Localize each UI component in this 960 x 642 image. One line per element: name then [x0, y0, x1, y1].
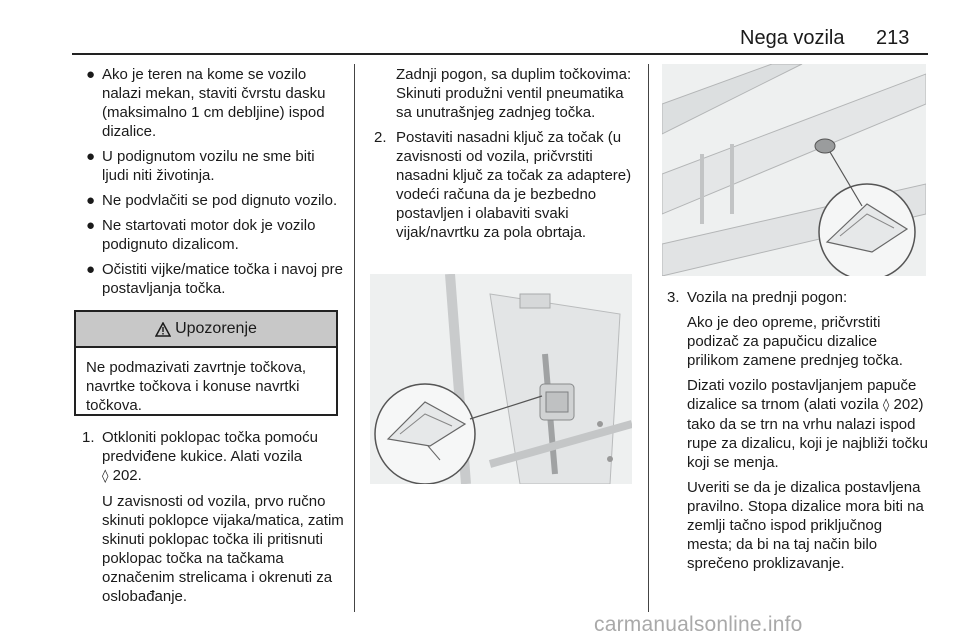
step-paragraph: Uveriti se da je dizalica postavljena pravilno. Stopa dizalice mora biti na zemlji tačno ispod priključnog mesta; da bi na taj način bilo sprečeno proklizavanje.	[687, 479, 924, 572]
bullet-icon: ●	[86, 217, 96, 234]
illustration-wheel-jack	[370, 274, 632, 484]
step-text: Vozila na prednji pogon:	[687, 289, 848, 306]
bullet-icon: ●	[86, 261, 96, 278]
watermark: carmanualsonline.info	[594, 613, 803, 636]
warning-title: Upozorenje	[175, 320, 257, 337]
warning-header	[76, 312, 336, 348]
list-item: ● Ne podvlačiti se pod dignuto vozilo.	[86, 192, 338, 209]
column-1	[82, 65, 344, 304]
step-1	[82, 428, 352, 606]
bullet-icon: ●	[86, 192, 96, 209]
step-paragraph: Ako je deo opreme, pričvrstiti podizač za papučicu dizalice prilikom zamene prednjeg točka.	[687, 314, 903, 369]
header-rule	[72, 53, 928, 55]
list-item: ● Očistiti vijke/matice točka i navoj pre postavljanja točka.	[86, 261, 343, 297]
warning-text: Ne podmazivati zavrtnje točkova, navrtke točkova i konuse navrtki točkova.	[86, 359, 307, 414]
bullet-icon: ●	[86, 66, 96, 83]
column-2	[372, 65, 634, 242]
wheel-jack-drawing	[370, 274, 632, 484]
bullet-icon: ●	[86, 148, 96, 165]
step-text: Otkloniti poklopac točka pomoću predviđene kukice. Alati vozila	[102, 429, 318, 465]
section-title: Nega vozila	[740, 27, 845, 49]
illustration-jack-position	[662, 64, 926, 276]
step-number: 2.	[374, 129, 387, 146]
reference-icon: ◊	[102, 469, 109, 484]
reference-page: 202.	[112, 467, 142, 484]
precautions-list	[82, 65, 344, 298]
page-number: 213	[876, 27, 910, 49]
warning-box	[74, 310, 338, 416]
page-header	[0, 0, 960, 60]
list-item: ● Ako je teren na kome se vozilo nalazi mekan, staviti čvrstu dasku (maksimalno 1 cm debljine) ispod dizalice.	[86, 66, 326, 140]
reference-icon: ◊	[882, 398, 890, 413]
step-continuation: Zadnji pogon, sa duplim točkovima: Skinuti produžni ventil pneumatika sa unutrašnjeg zadnjeg točka.	[396, 66, 632, 121]
list-item: ● Ne startovati motor dok je vozilo podignuto dizalicom.	[86, 217, 316, 253]
step-paragraph: Dizati vozilo postavljanjem papuče dizalice sa trnom (alati vozila ◊ 202) tako da se trn na vrhu nalazi ispod rupe za dizalicu, koji je najbliži točku koji se menja.	[687, 377, 928, 471]
column-3	[667, 288, 929, 573]
warning-triangle-icon	[155, 322, 171, 337]
step-number: 1.	[82, 429, 95, 446]
step-number: 3.	[667, 289, 680, 306]
step-paragraph: U zavisnosti od vozila, prvo ručno skinuti poklopce vijaka/matica, zatim skinuti poklopac točka ili pritisnuti poklopac točka na tačkama označenim strelicama i okrenuti za oslobađanje.	[102, 493, 344, 605]
column-divider-1	[354, 64, 355, 612]
list-item: ● U podignutom vozilu ne sme biti ljudi niti životinja.	[86, 148, 315, 184]
step-text: Postaviti nasadni ključ za točak (u zavisnosti od vozila, pričvrstiti nasadni ključ za točak za adaptere) vodeći računa da je bezbedno postavljen i olabaviti svaki vijak/navrtku za pola obrtaja.	[396, 129, 632, 241]
jack-position-drawing	[662, 64, 926, 276]
column-divider-2	[648, 64, 649, 612]
